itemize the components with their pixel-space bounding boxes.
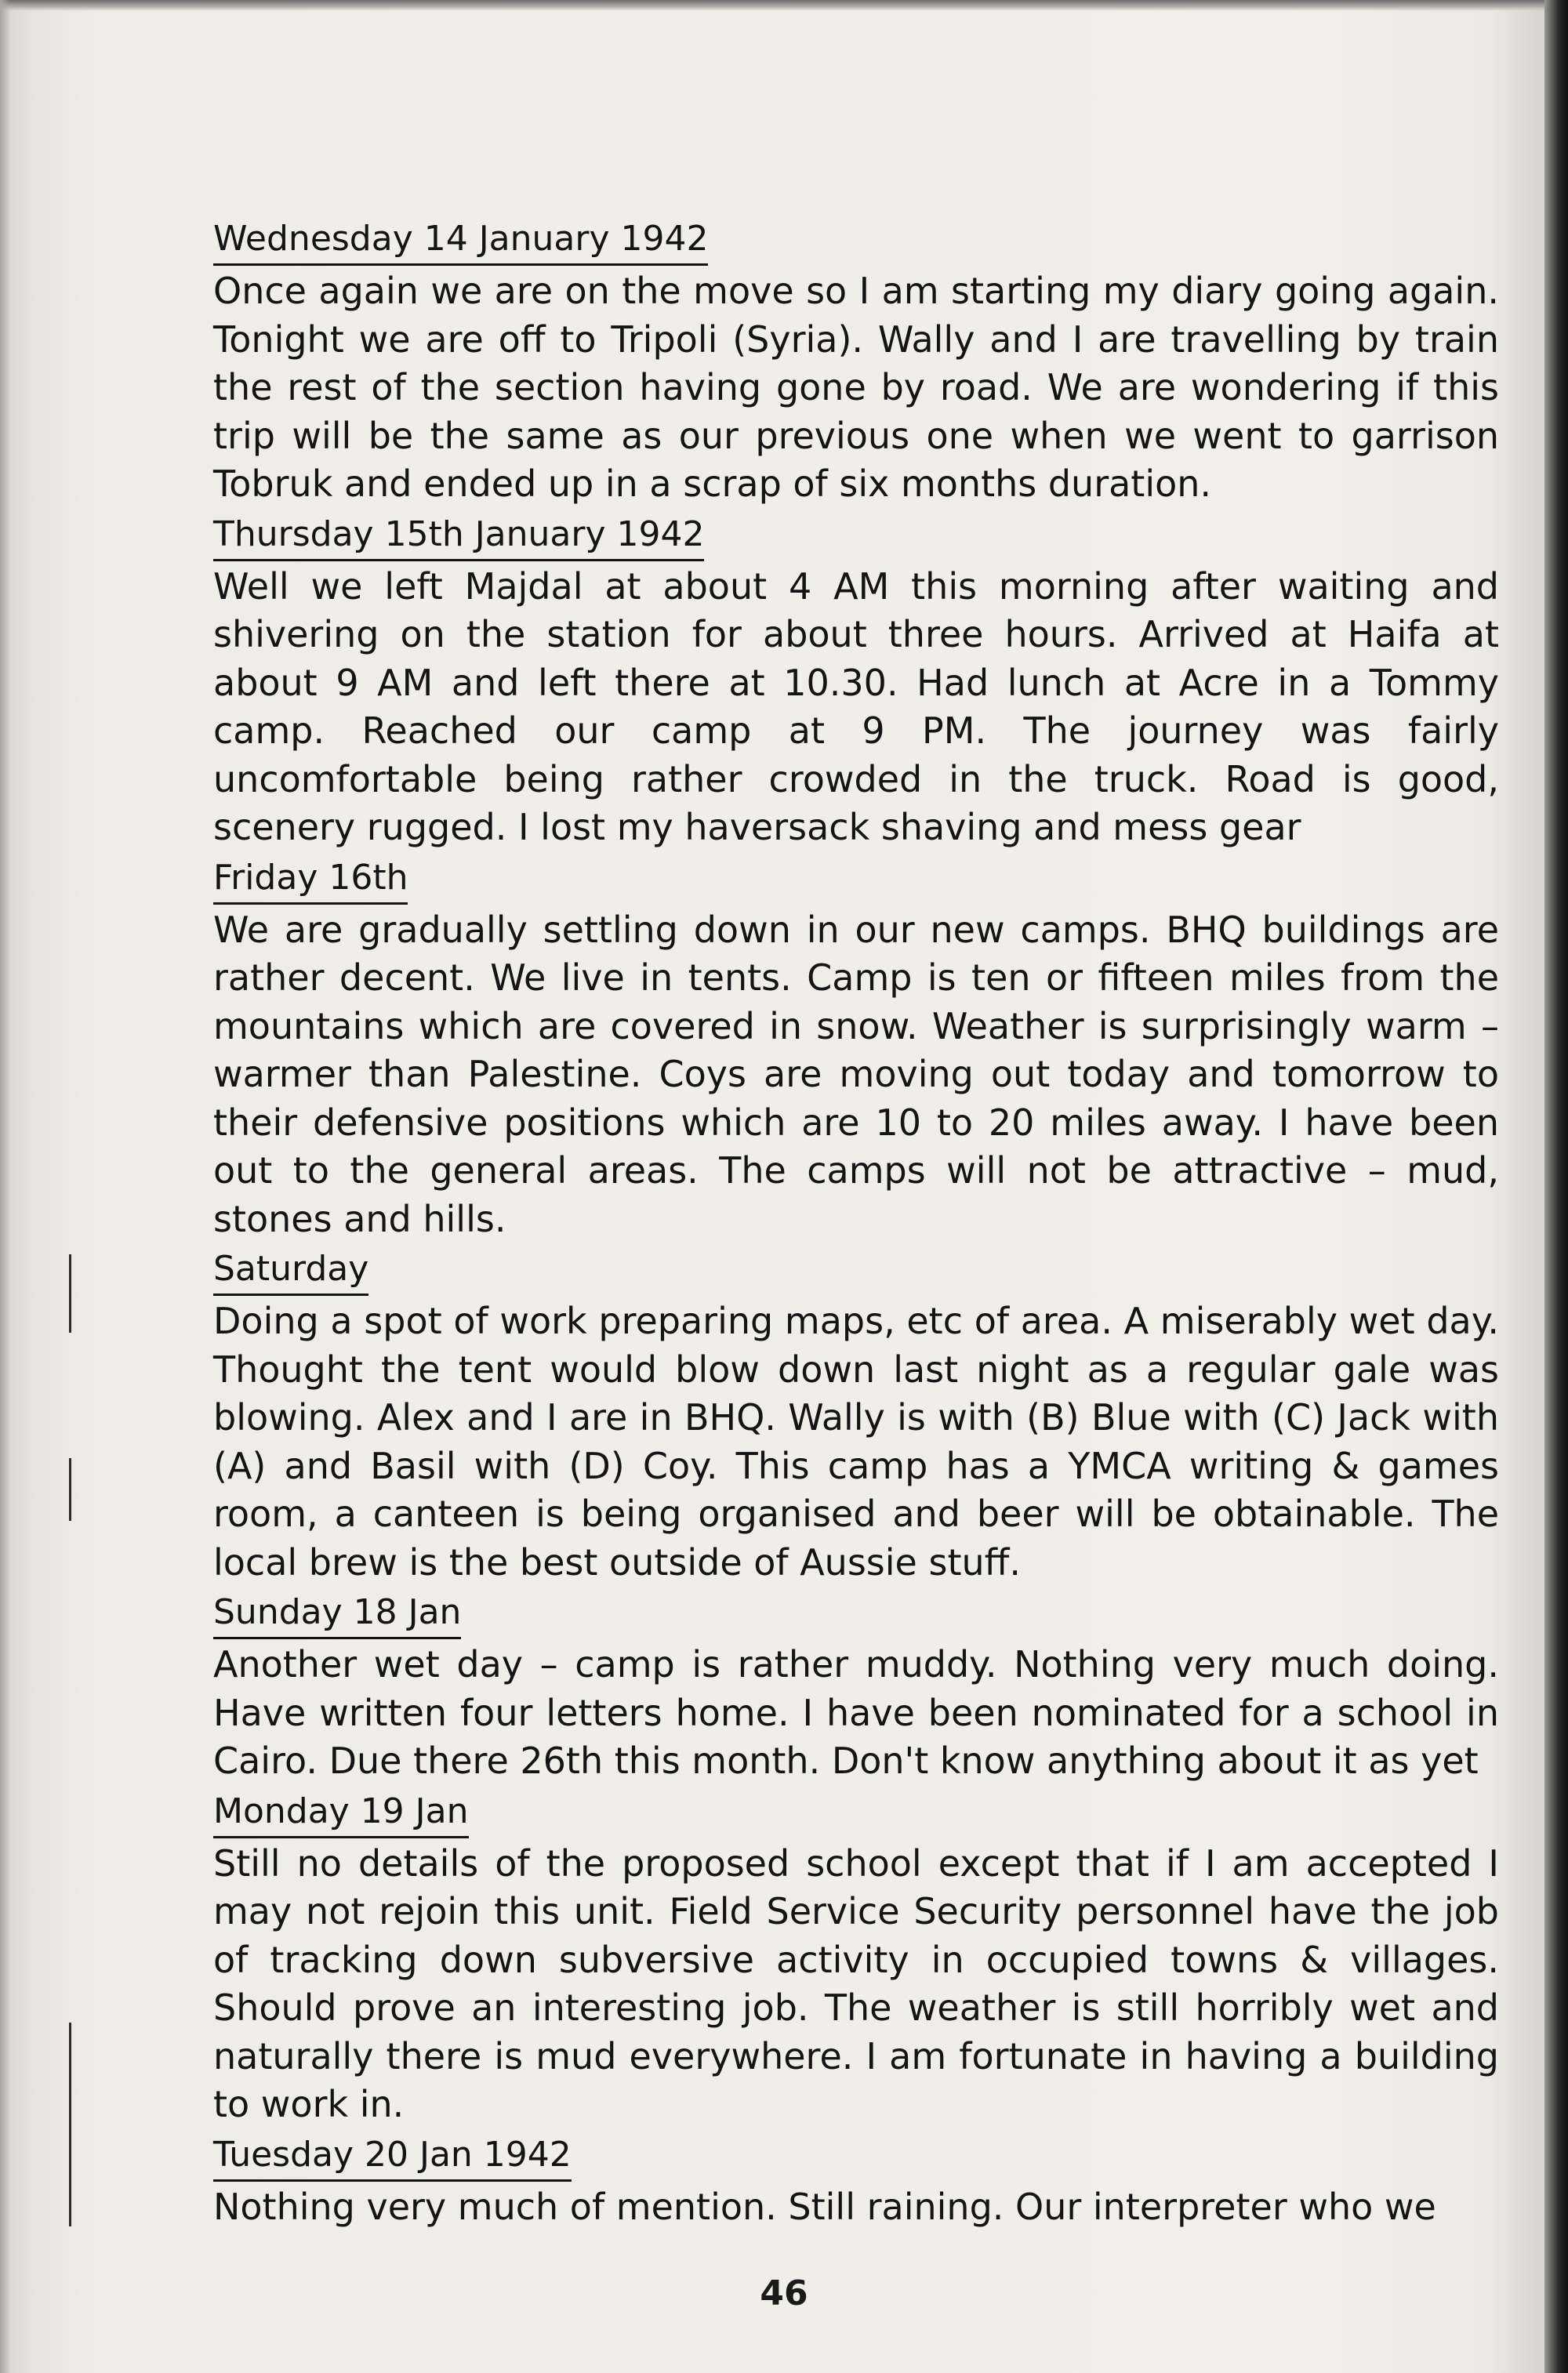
- right-page-edge: [1544, 0, 1568, 2373]
- diary-entry: [213, 1590, 1499, 1786]
- entry-text: Another wet day – camp is rather muddy. Nothing very much doing. Have written four letters home. I have been nominated for a school in Cairo. Due there 26th this month. Don't know anything about it as yet: [213, 1643, 1499, 1782]
- diary-text: [213, 216, 1499, 2234]
- entry-date-heading: Monday 19 Jan: [213, 1789, 469, 1838]
- entry-date-heading: Sunday 18 Jan: [213, 1590, 461, 1639]
- entry-text: Nothing very much of mention. Still raining. Our interpreter who we: [213, 2185, 1436, 2228]
- entry-date-heading: Friday 16th: [213, 855, 408, 905]
- entry-date-heading: Saturday: [213, 1246, 368, 1296]
- entry-date-heading: Wednesday 14 January 1942: [213, 216, 708, 266]
- entry-date-heading: Tuesday 20 Jan 1942: [213, 2132, 572, 2182]
- entry-text: Still no details of the proposed school except that if I am accepted I may not rejoin this unit. Field Service Security personnel have the job of tracking down subversive activity in occupied towns & villages. Should prove an interesting job. The weather is still horribly wet and naturally there is mud everywhere. I am fortunate in having a building to work in.: [213, 1841, 1499, 2125]
- diary-entry: [213, 855, 1499, 1244]
- top-page-shadow: [0, 0, 1568, 11]
- diary-entry: [213, 216, 1499, 509]
- diary-entry: [213, 512, 1499, 852]
- entry-text: We are gradually settling down in our new camps. BHQ buildings are rather decent. We live in tents. Camp is ten or fifteen miles from the mountains which are covered in snow. Weather is surprisingly warm – warmer than Palestine. Coys are moving out today and tomorrow to their defensive positions which are 10 to 20 miles away. I have been out to the general areas. The camps will not be attractive – mud, stones and hills.: [213, 908, 1499, 1240]
- left-binding-shadow: [0, 0, 11, 2373]
- entry-date-heading: Thursday 15th January 1942: [213, 512, 704, 561]
- margin-mark: [69, 1254, 71, 1333]
- entry-text: Well we left Majdal at about 4 AM this morning after waiting and shivering on the station for about three hours. Arrived at Haifa at about 9 AM and left there at 10.30. Had lunch at Acre in a Tommy camp. Reached our camp at 9 PM. The journey was fairly uncomfortable being rather crowded in the truck. Road is good, scenery rugged. I lost my haversack shaving and mess gear: [213, 564, 1499, 848]
- margin-mark: [69, 1458, 71, 1521]
- diary-entry: [213, 2132, 1499, 2232]
- entry-text: Once again we are on the move so I am starting my diary going again. Tonight we are off to Tripoli (Syria). Wally and I are travelling by train the rest of the section having gone by road. We are wondering if this trip will be the same as our previous one when we went to garrison Tobruk and ended up in a scrap of six months duration.: [213, 270, 1499, 505]
- diary-entry: [213, 1246, 1499, 1587]
- entry-text: Doing a spot of work preparing maps, etc of area. A miserably wet day. Thought the tent would blow down last night as a regular gale was blowing. Alex and I are in BHQ. Wally is with (B) Blue with (C) Jack with (A) and Basil with (D) Coy. This camp has a YMCA writing & games room, a canteen is being organised and beer will be obtainable. The local brew is the best outside of Aussie stuff.: [213, 1300, 1499, 1584]
- diary-entry: [213, 1789, 1499, 2129]
- page-number: 46: [760, 2273, 808, 2313]
- margin-mark: [69, 2023, 71, 2226]
